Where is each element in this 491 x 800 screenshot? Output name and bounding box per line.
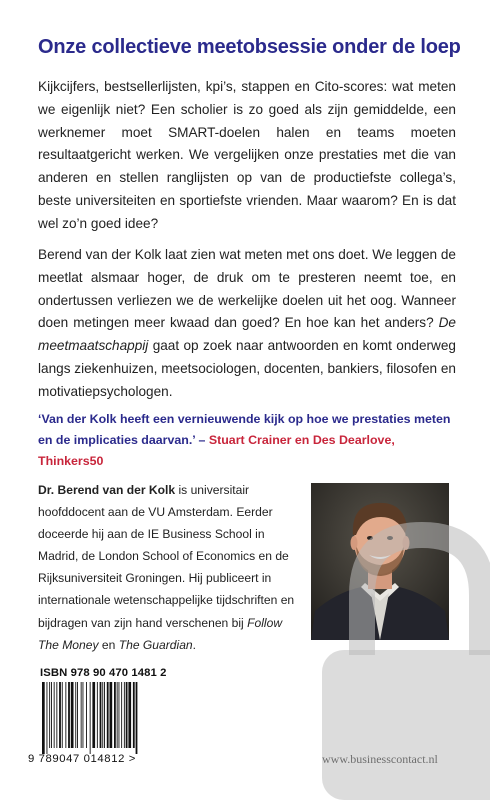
- endorsement-quote: [38, 409, 458, 472]
- barcode-bar: [124, 682, 125, 748]
- barcode-bar: [136, 682, 138, 754]
- barcode-bar: [59, 682, 61, 748]
- description-paragraph: [38, 244, 456, 404]
- bio-outlet-2: The Guardian: [118, 637, 193, 652]
- barcode-bar: [110, 682, 113, 748]
- quote-attribution: Stuart Crainer en Des Dearlove, Thinkers50: [38, 433, 395, 468]
- barcode-bar: [104, 682, 105, 748]
- barcode-bar: [117, 682, 118, 748]
- lock-watermark-icon: [302, 505, 490, 800]
- quote-dash: –: [198, 433, 206, 447]
- barcode-bars-icon: [40, 682, 140, 754]
- barcode-bar: [49, 682, 50, 748]
- barcode-bar: [47, 682, 48, 754]
- barcode-bar: [102, 682, 103, 748]
- barcode-bar: [107, 682, 109, 748]
- barcode-bar: [56, 682, 57, 748]
- barcode-bar: [42, 682, 45, 754]
- cover-headline: Onze collectieve meetobsessie onder de loep: [38, 36, 461, 58]
- barcode-bar: [51, 682, 52, 748]
- barcode-bar: [97, 682, 98, 748]
- barcode-bar: [128, 682, 131, 748]
- barcode-bar: [86, 682, 87, 748]
- description-text-after: gaat op zoek naar antwoorden en komt onderweg langs ziekenhuizen, meetsociologen, docenten, bankiers, filosofen en motivatiepsychologen.: [38, 338, 456, 399]
- barcode-bar: [83, 682, 84, 748]
- bio-text: is universitair hoofddocent aan de VU Amsterdam. Eerder doceerde hij aan de IE Business School in Madrid, de London School of Economics en de Rijksuniversiteit Groningen. Hij publiceert in internationale wetenschappelijke tijdschriften en bijdragen van zijn hand verschenen bij: [38, 483, 295, 630]
- barcode: [40, 682, 140, 762]
- barcode-bar: [114, 682, 116, 748]
- barcode-bar: [77, 682, 78, 748]
- barcode-bar: [75, 682, 76, 748]
- barcode-bar: [92, 682, 95, 748]
- book-title: De meetmaatschappij: [38, 315, 456, 354]
- author-bio: [38, 479, 296, 656]
- barcode-bar: [54, 682, 55, 748]
- barcode-bar: [81, 682, 82, 748]
- bio-end: .: [192, 637, 197, 652]
- barcode-bar: [126, 682, 128, 748]
- barcode-bar: [62, 682, 63, 748]
- intro-paragraph: Kijkcijfers, bestsellerlijsten, kpi’s, stappen en Cito-scores: wat meten we eigenlijk niet? Een scholier is zo goed als zijn gemiddelde, een werknemer moet SMART-doelen halen en teams moeten resultaatgericht werken. We vergelijken onze prestaties met die van anderen en stellen ranglijsten op van de productiefste collega’s, beste universiteiten en sportiefste vrienden. Maar waarom? En is dat wel zo’n goed idee?: [38, 79, 456, 231]
- barcode-bar: [90, 682, 91, 754]
- quote-text: ‘Van der Kolk heeft een vernieuwende kijk op hoe we prestaties meten en de implicaties daarvan.’: [38, 412, 451, 447]
- author-name: Dr. Berend van der Kolk: [38, 483, 176, 497]
- barcode-digits: 9 789047 014812 >: [28, 753, 136, 765]
- barcode-bar: [65, 682, 66, 748]
- barcode-bar: [100, 682, 102, 748]
- barcode-bar: [71, 682, 74, 748]
- bio-outlet-1: Follow The Money: [38, 615, 283, 652]
- barcode-bar: [119, 682, 120, 748]
- barcode-bar: [68, 682, 70, 748]
- barcode-bar: [133, 682, 135, 748]
- barcode-bar: [121, 682, 122, 748]
- bio-joiner: en: [101, 637, 116, 652]
- isbn-label: ISBN 978 90 470 1481 2: [40, 667, 167, 679]
- description-text-before: Berend van der Kolk laat zien wat meten met ons doet. We leggen de meetlat alsmaar hoger, de druk om te presteren neemt toe, en ondertussen verliezen we de werkelijke doelen uit het oog. Wanneer doen metingen meer kwaad dan goed? En hoe kan het anders?: [38, 247, 456, 331]
